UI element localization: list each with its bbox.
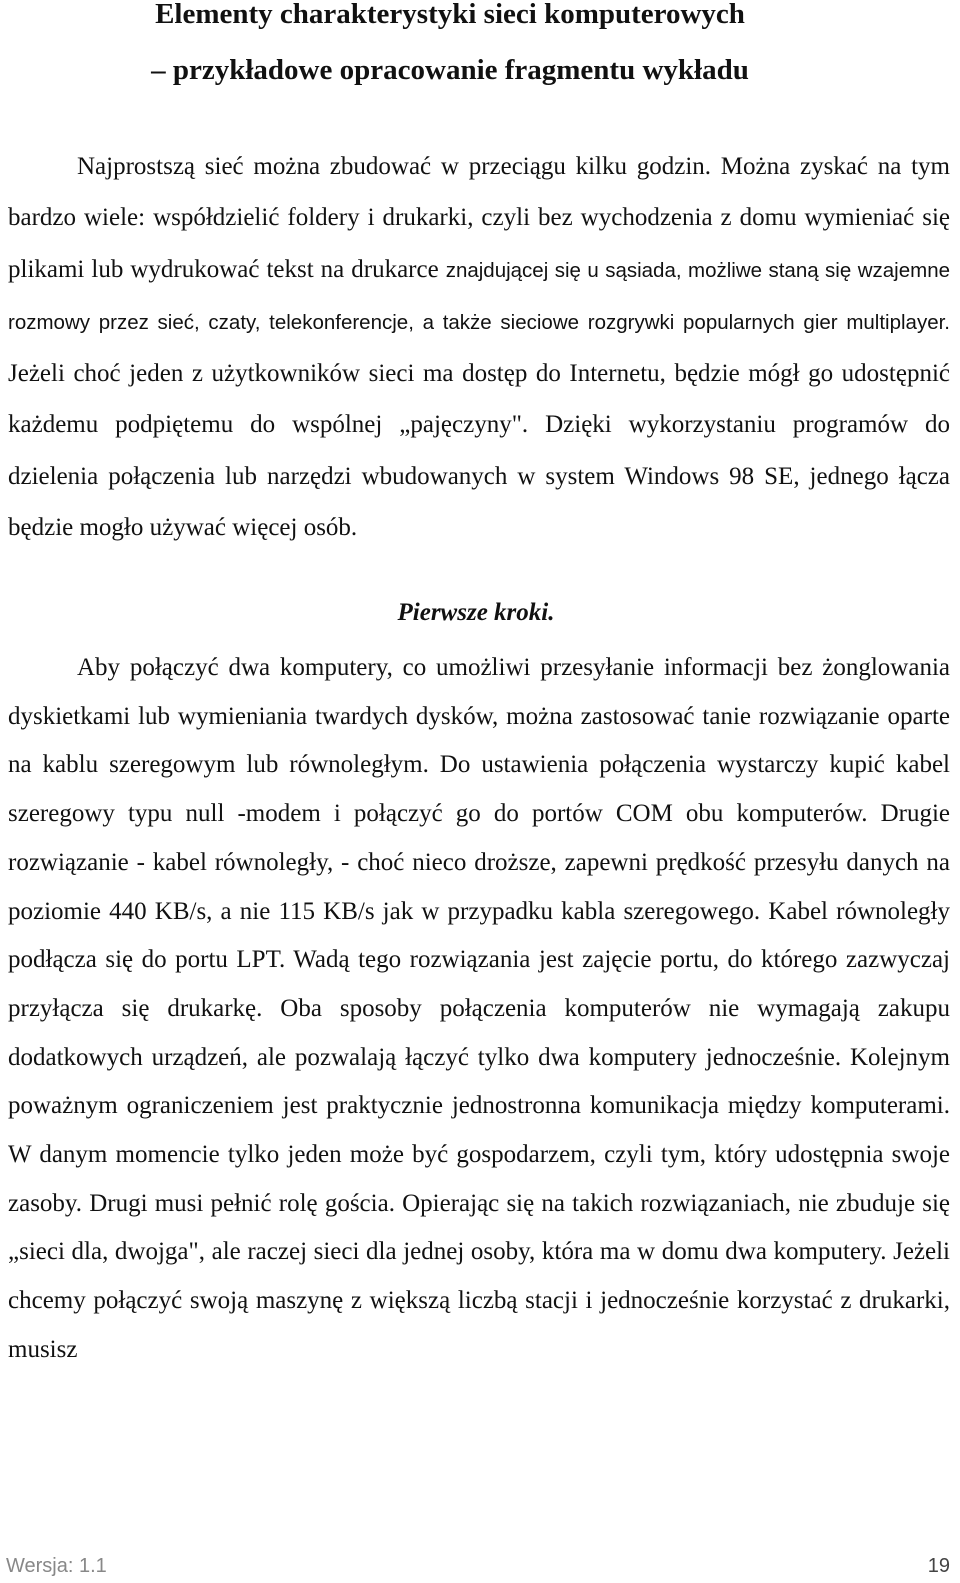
document-title-line-1: Elementy charakterystyki sieci komputerowych [155,0,745,30]
document-title-line-2: – przykładowe opracowanie fragmentu wykładu [151,54,749,86]
paragraph-intro-part-a: Najprostszą sieć można zbudować w przeciągu kilku godzin. Można zyskać na tym bardzo wiele: współdzielić foldery i drukarki, czyli bez wychodzenia z domu wymieniać się plikami lub wydrukować tekst na drukarce [8,153,950,283]
page-footer [0,1549,960,1583]
footer-page-number: 19 [927,1555,950,1577]
footer-version: Wersja: 1.1 [6,1555,107,1577]
paragraph-first-steps: Aby połączyć dwa komputery, co umożliwi przesyłanie informacji bez żonglowania dyskietkami lub wymieniania twardych dysków, można zastosować tanie rozwiązanie oparte na kablu szeregowym lub równoległym. Do ustawienia połączenia wystarczy kupić kabel szeregowy typu null -modem i połączyć go do portów COM obu komputerów. Drugie rozwiązanie - kabel równoległy, - choć nieco droższe, zapewni prędkość przesyłu danych na poziomie 440 KB/s, a nie 115 KB/s jak w przypadku kabla szeregowego. Kabel równoległy podłącza się do portu LPT. Wadą tego rozwiązania jest zajęcie portu, do którego zazwyczaj przyłącza się drukarkę. Oba sposoby połączenia komputerów nie wymagają zakupu dodatkowych urządzeń, ale pozwalają łączyć tylko dwa komputery jednocześnie. Kolejnym poważnym ograniczeniem jest praktycznie jednostronna komunikacja między komputerami. W danym momencie tylko jeden może być gospodarzem, czyli tym, który udostępnia swoje zasoby. Drugi musi pełnić rolę gościa. Opierając się na takich rozwiązaniach, nie zbuduje się „sieci dla, dwojga", ale raczej sieci dla jednej osoby, która ma w domu dwa komputery. Jeżeli chcemy połączyć swoją maszynę z większą liczbą stacji i jednocześnie korzystać z drukarki, musisz [8,654,950,1363]
section-heading: Pierwsze kroki. [397,599,555,626]
paragraph-intro-part-c: Jeżeli choć jeden z użytkowników sieci ma dostęp do Internetu, będzie mógł go udostępnić każdemu podpiętemu do wspólnej „pajęczyny". Dzięki wykorzystaniu programów do dzielenia połączenia lub narzędzi wbudowanych w system Windows 98 SE, jednego łącza będzie mogło używać więcej osób. [8,360,950,542]
paragraph-intro [8,141,950,553]
paragraph-intro-part-b: znajdującej się u sąsiada, możliwe staną się wzajemne rozmowy przez sieć, czaty, telekonferencje, a także sieciowe rozgrywki popularnych gier multiplayer. [8,258,950,334]
